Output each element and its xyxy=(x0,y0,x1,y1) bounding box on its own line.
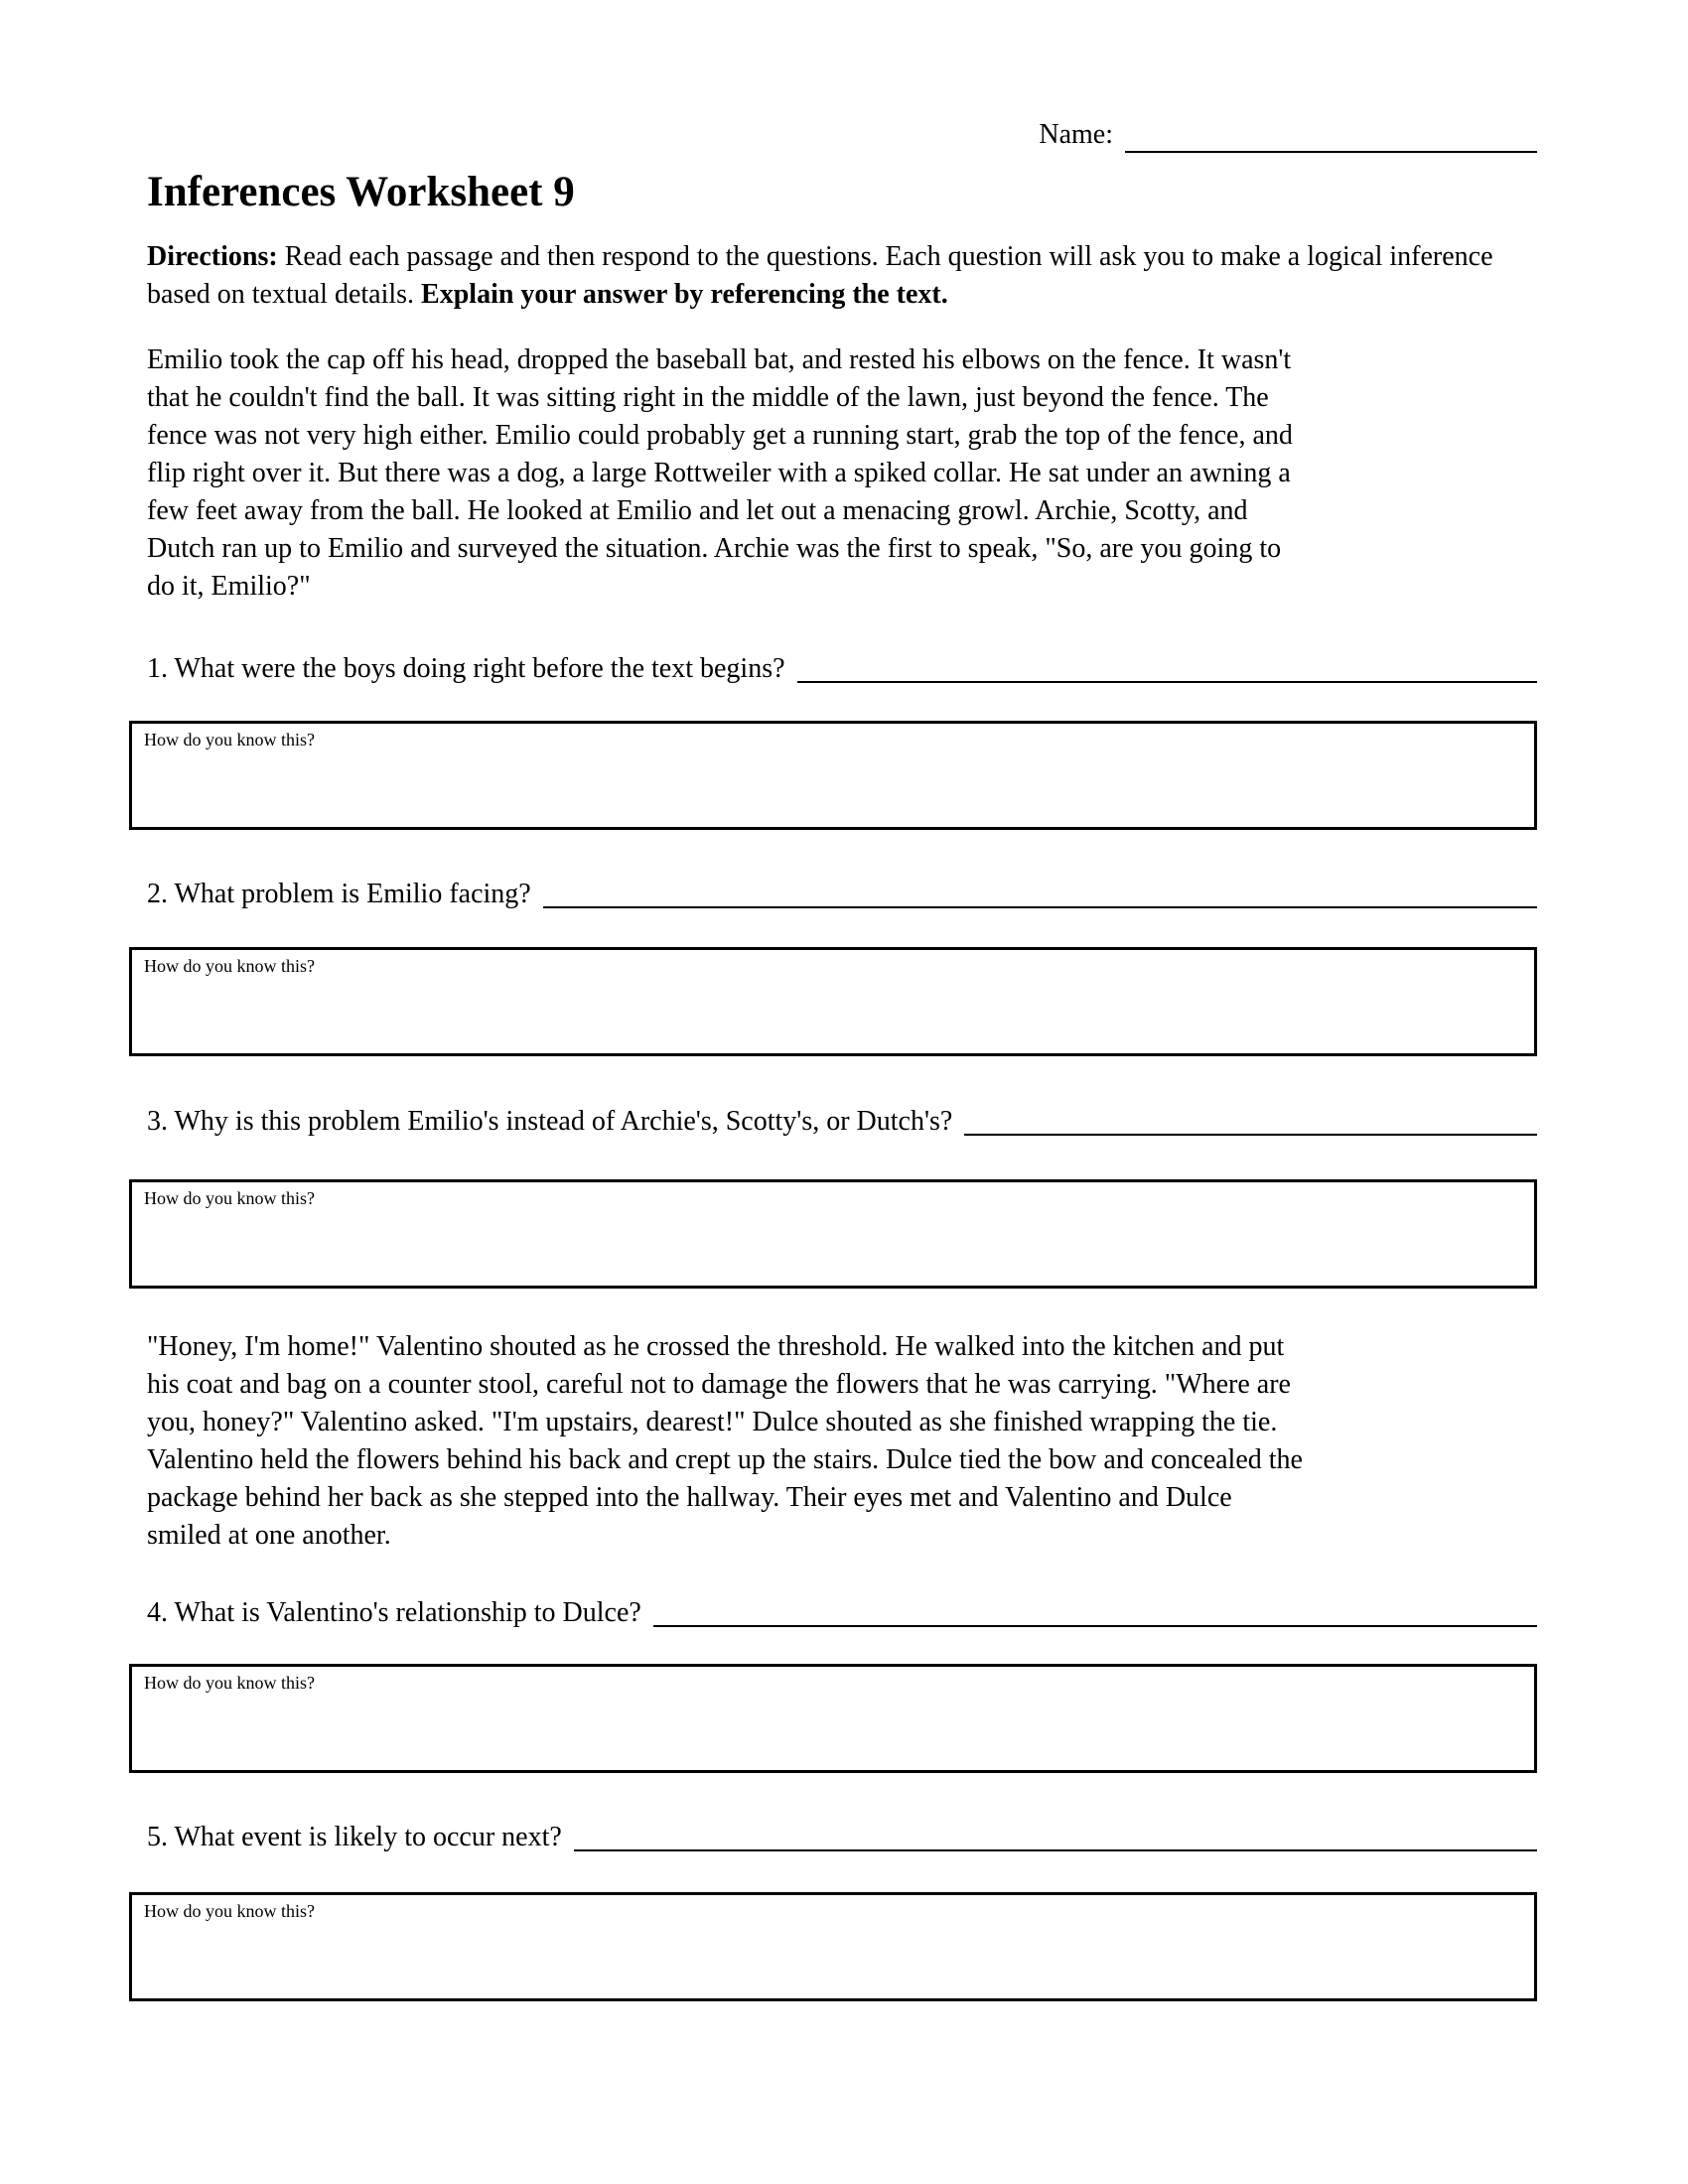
question-1-answer-line[interactable] xyxy=(797,681,1537,683)
answer-box-4-label: How do you know this? xyxy=(144,1673,315,1693)
question-3-text: 3. Why is this problem Emilio's instead of Archie's, Scotty's, or Dutch's? xyxy=(147,1106,953,1137)
passage-line: "Honey, I'm home!" Valentino shouted as he crossed the threshold. He walked into the kitchen and put xyxy=(147,1331,1285,1362)
answer-box-2-label: How do you know this? xyxy=(144,956,315,976)
directions-label: Directions: xyxy=(147,241,278,272)
passage-line: that he couldn't find the ball. It was sitting right in the middle of the lawn, just beyond the fence. The xyxy=(147,382,1269,413)
question-5-text: 5. What event is likely to occur next? xyxy=(147,1822,562,1852)
question-3-answer-line[interactable] xyxy=(964,1134,1537,1136)
passage-line: fence was not very high either. Emilio could probably get a running start, grab the top of the fence, and xyxy=(147,420,1293,451)
passage-line: Emilio took the cap off his head, dropped the baseball bat, and rested his elbows on the fence. It wasn't xyxy=(147,344,1292,375)
question-1-text: 1. What were the boys doing right before the text begins? xyxy=(147,653,785,684)
passage-line: Valentino held the flowers behind his back and crept up the stairs. Dulce tied the bow and concealed the xyxy=(147,1444,1303,1475)
passage-line: do it, Emilio?" xyxy=(147,571,311,602)
question-5 xyxy=(147,1819,1537,1856)
question-1 xyxy=(147,650,1537,688)
question-2 xyxy=(147,876,1537,913)
page-title: Inferences Worksheet 9 xyxy=(147,169,575,215)
answer-box-4[interactable] xyxy=(129,1664,1537,1773)
passage-line: his coat and bag on a counter stool, careful not to damage the flowers that he was carrying. "Where are xyxy=(147,1369,1291,1400)
passage-2 xyxy=(147,1328,1537,1555)
name-label: Name: xyxy=(1039,119,1113,150)
directions-emphasis: Explain your answer by referencing the text. xyxy=(421,279,948,310)
passage-1 xyxy=(147,341,1537,606)
question-4-answer-line[interactable] xyxy=(653,1625,1537,1627)
question-2-text: 2. What problem is Emilio facing? xyxy=(147,879,531,909)
passage-line: smiled at one another. xyxy=(147,1520,391,1551)
question-4-text: 4. What is Valentino's relationship to Dulce? xyxy=(147,1597,641,1628)
passage-line: you, honey?" Valentino asked. "I'm upstairs, dearest!" Dulce shouted as she finished wrapping the tie. xyxy=(147,1407,1278,1437)
answer-box-5-label: How do you know this? xyxy=(144,1901,315,1921)
passage-line: flip right over it. But there was a dog, a large Rottweiler with a spiked collar. He sat under an awning a xyxy=(147,458,1291,488)
answer-box-2[interactable] xyxy=(129,947,1537,1056)
answer-box-5[interactable] xyxy=(129,1892,1537,2001)
directions xyxy=(147,238,1537,314)
answer-box-3-label: How do you know this? xyxy=(144,1188,315,1208)
answer-box-1[interactable] xyxy=(129,721,1537,830)
question-2-answer-line[interactable] xyxy=(543,906,1537,908)
question-3 xyxy=(147,1103,1537,1141)
answer-box-3[interactable] xyxy=(129,1179,1537,1289)
answer-box-1-label: How do you know this? xyxy=(144,730,315,750)
passage-line: Dutch ran up to Emilio and surveyed the situation. Archie was the first to speak, "So, are you going to xyxy=(147,533,1282,564)
directions-body: Read each passage and then respond to the questions. Each question will ask you to make a logical inference based on textual details. xyxy=(147,241,1493,310)
question-5-answer-line[interactable] xyxy=(574,1849,1537,1851)
question-4 xyxy=(147,1594,1537,1632)
name-blank-line[interactable] xyxy=(1125,119,1537,153)
passage-line: package behind her back as she stepped into the hallway. Their eyes met and Valentino and Dulce xyxy=(147,1482,1232,1513)
passage-line: few feet away from the ball. He looked at Emilio and let out a menacing growl. Archie, Scotty, and xyxy=(147,495,1248,526)
name-row xyxy=(147,111,1537,153)
